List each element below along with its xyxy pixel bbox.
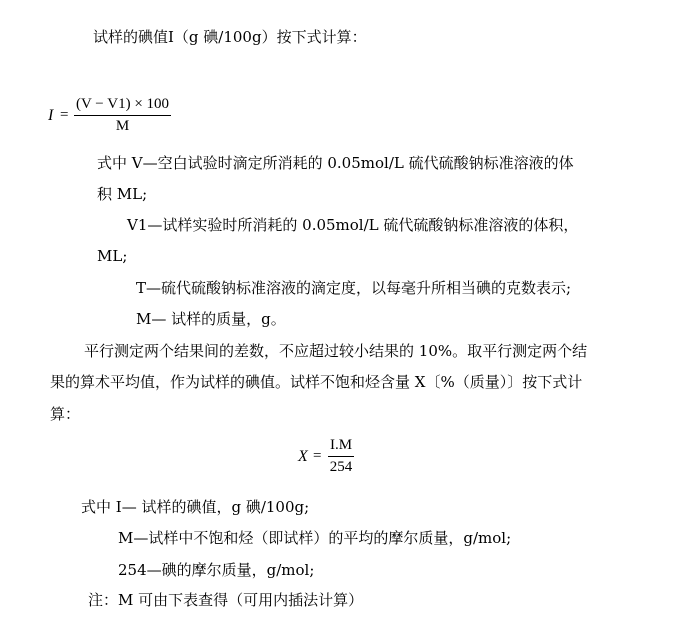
where1-line2: 积 ML; [97, 185, 148, 203]
where1-line4: ML; [97, 247, 128, 265]
para-line3: 算： [50, 405, 81, 423]
where1-line3: V1—试样实验时所消耗的 0.05mol/L 硫代硫酸钠标准溶液的体积， [127, 216, 579, 234]
formula-equals: = [60, 107, 69, 123]
formula2-equals: = [313, 448, 322, 464]
where2-line3: 254—碘的摩尔质量，g/mol; [118, 561, 315, 579]
iodine-value-formula [48, 96, 248, 140]
intro-text: 试样的碘值Ⅰ（g 碘/100g）按下式计算： [93, 28, 367, 46]
para-line1: 平行测定两个结果间的差数，不应超过较小结果的 10%。取平行测定两个结 [84, 342, 588, 360]
where1-line6: M— 试样的质量，g。 [136, 310, 286, 328]
formula-fraction [74, 96, 171, 135]
formula2-denominator: 254 [329, 459, 353, 475]
formula2-numerator: I.M [328, 437, 354, 457]
formula-lhs: I [48, 107, 54, 124]
unsaturation-formula [298, 437, 398, 481]
formula-denominator: M [115, 118, 130, 134]
where1-line1: 式中 V—空白试验时滴定所消耗的 0.05mol/L 硫代硫酸钠标准溶液的体 [97, 154, 574, 172]
where1-line5: T—硫代硫酸钠标准溶液的滴定度，以每毫升所相当碘的克数表示; [136, 279, 572, 297]
formula-numerator: (V − V1) × 100 [74, 96, 171, 116]
formula2-fraction [328, 437, 354, 476]
where2-line1: 式中 I— 试样的碘值，g 碘/100g; [81, 498, 310, 516]
where2-note: 注：M 可由下表查得（可用内插法计算） [88, 591, 364, 609]
where2-line2: M—试样中不饱和烃（即试样）的平均的摩尔质量，g/mol; [118, 529, 512, 547]
formula2-lhs: X [298, 448, 308, 465]
para-line2: 果的算术平均值，作为试样的碘值。试样不饱和烃含量 X〔%（质量）〕按下式计 [50, 373, 583, 391]
